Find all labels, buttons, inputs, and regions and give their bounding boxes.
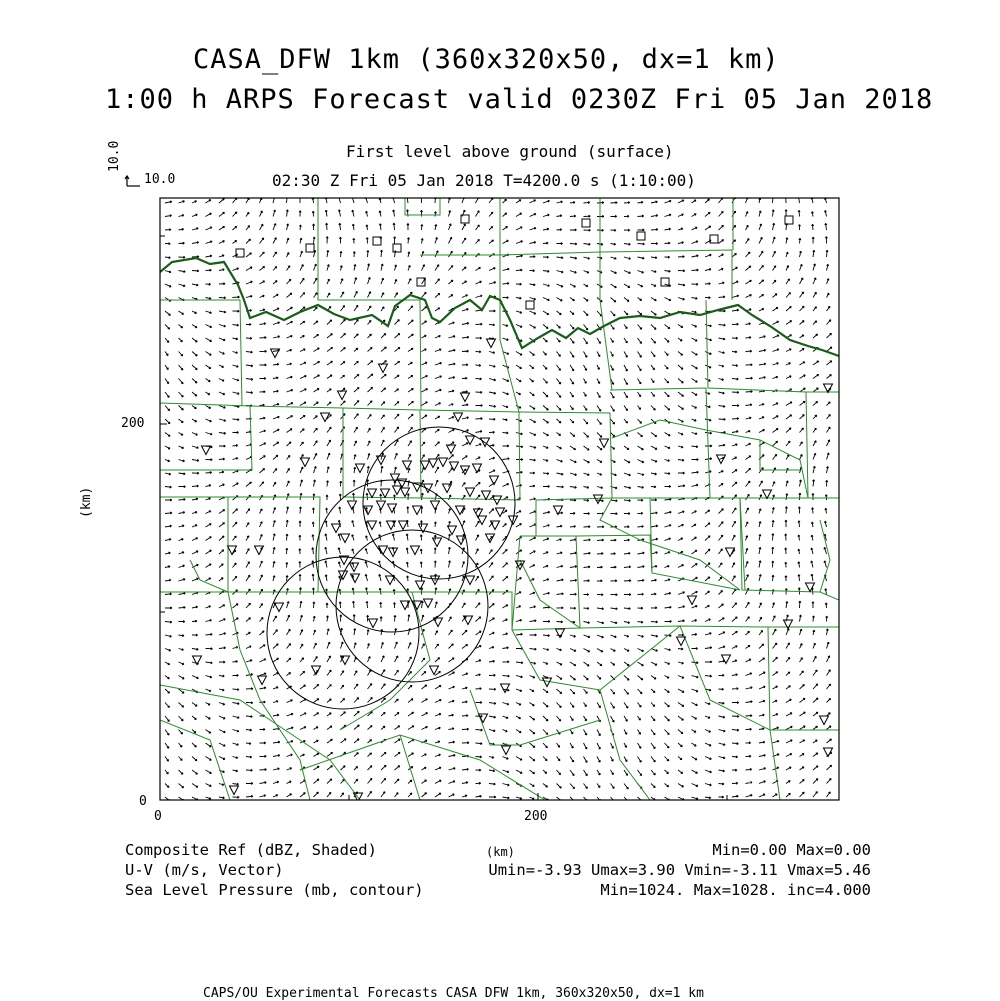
surface-station-marker bbox=[429, 459, 438, 468]
x-axis-label: (km) bbox=[486, 845, 515, 859]
surface-station-marker bbox=[487, 339, 496, 348]
surface-station-marker bbox=[399, 521, 408, 530]
site-square-marker bbox=[306, 244, 314, 252]
radar-range-rings bbox=[267, 427, 515, 709]
site-square-marker bbox=[637, 232, 645, 240]
surface-station-marker bbox=[379, 364, 388, 373]
y-tick-0: 0 bbox=[139, 794, 147, 809]
surface-station-marker bbox=[466, 576, 475, 585]
surface-station-marker bbox=[502, 746, 511, 755]
surface-station-marker bbox=[430, 666, 439, 675]
surface-station-marker bbox=[368, 521, 377, 530]
surface-station-marker bbox=[338, 391, 347, 400]
ref-vector-vertical-label: 10.0 bbox=[107, 140, 122, 172]
site-square-marker bbox=[710, 235, 718, 243]
surface-station-marker bbox=[424, 599, 433, 608]
surface-station-marker bbox=[381, 489, 390, 498]
surface-station-marker bbox=[364, 506, 373, 515]
y-axis-label: (km) bbox=[79, 486, 94, 518]
surface-station-marker bbox=[461, 393, 470, 402]
surface-station-marker bbox=[356, 464, 365, 473]
surface-station-marker bbox=[806, 583, 815, 592]
surface-station-marker bbox=[368, 489, 377, 498]
surface-station-marker bbox=[496, 508, 505, 517]
site-square-marker bbox=[393, 244, 401, 252]
surface-station-marker bbox=[543, 678, 552, 687]
surface-station-marker bbox=[448, 526, 457, 535]
surface-station-marker bbox=[202, 446, 211, 455]
surface-station-marker bbox=[433, 538, 442, 547]
legend-wind: U-V (m/s, Vector) bbox=[125, 861, 284, 879]
surface-station-marker bbox=[688, 596, 697, 605]
plot-subtitle: 1:00 h ARPS Forecast valid 0230Z Fri 05 Jan 2018 bbox=[105, 84, 934, 115]
surface-station-marker bbox=[677, 637, 686, 646]
surface-station-marker bbox=[301, 458, 310, 467]
site-square-marker bbox=[582, 219, 590, 227]
surface-station-marker bbox=[386, 576, 395, 585]
surface-station-marker bbox=[411, 546, 420, 555]
surface-station-marker bbox=[447, 445, 456, 454]
surface-station-marker bbox=[377, 501, 386, 510]
site-square-marker bbox=[526, 301, 534, 309]
surface-station-marker bbox=[600, 439, 609, 448]
legend-reflectivity: Composite Ref (dBZ, Shaded) bbox=[125, 841, 377, 859]
surface-station-marker bbox=[230, 786, 239, 795]
surface-station-marker bbox=[439, 458, 448, 467]
surface-station-marker bbox=[594, 495, 603, 504]
time-label: 02:30 Z Fri 05 Jan 2018 T=4200.0 s (1:10:00) bbox=[272, 171, 696, 190]
legend-reflectivity-range: Min=0.00 Max=0.00 bbox=[712, 841, 871, 859]
surface-station-marker bbox=[416, 581, 425, 590]
surface-station-marker bbox=[454, 413, 463, 422]
x-tick-0: 0 bbox=[154, 809, 162, 824]
surface-station-marker bbox=[413, 506, 422, 515]
surface-station-marker bbox=[351, 574, 360, 583]
surface-station-marker bbox=[722, 655, 731, 664]
surface-station-marker bbox=[421, 461, 430, 470]
legend-wind-range: Umin=-3.93 Umax=3.90 Vmin=-3.11 Vmax=5.46 bbox=[488, 861, 871, 879]
surface-station-marker bbox=[388, 504, 397, 513]
surface-station-marker bbox=[763, 490, 772, 499]
level-label: First level above ground (surface) bbox=[346, 142, 674, 161]
surface-station-marker bbox=[450, 462, 459, 471]
surface-station-marker bbox=[457, 536, 466, 545]
surface-station-marker bbox=[478, 516, 487, 525]
surface-station-marker bbox=[717, 455, 726, 464]
ref-vector-horizontal-label: 10.0 bbox=[144, 172, 176, 187]
legend-pressure: Sea Level Pressure (mb, contour) bbox=[125, 881, 424, 899]
surface-station-marker bbox=[332, 524, 341, 533]
surface-station-marker bbox=[258, 676, 267, 685]
surface-station-marker bbox=[482, 491, 491, 500]
surface-station-marker bbox=[255, 546, 264, 555]
surface-station-marker bbox=[341, 534, 350, 543]
footer-credit: CAPS/OU Experimental Forecasts CASA DFW 1km, 360x320x50, dx=1 km bbox=[203, 986, 704, 1001]
surface-station-marker bbox=[486, 534, 495, 543]
y-tick-200: 200 bbox=[121, 416, 145, 431]
reference-vector-icon bbox=[125, 176, 140, 186]
legend-pressure-range: Min=1024. Max=1028. inc=4.000 bbox=[600, 881, 871, 899]
surface-station-marker bbox=[820, 716, 829, 725]
surface-station-marker bbox=[393, 486, 402, 495]
surface-station-marker bbox=[403, 461, 412, 470]
surface-station-marker bbox=[443, 484, 452, 493]
x-tick-200: 200 bbox=[524, 809, 548, 824]
surface-station-marker bbox=[466, 488, 475, 497]
plot-title: CASA_DFW 1km (360x320x50, dx=1 km) bbox=[193, 44, 780, 75]
surface-station-marker bbox=[473, 464, 482, 473]
surface-station-marker bbox=[369, 619, 378, 628]
site-square-marker bbox=[785, 216, 793, 224]
axis-ticks bbox=[160, 236, 727, 800]
